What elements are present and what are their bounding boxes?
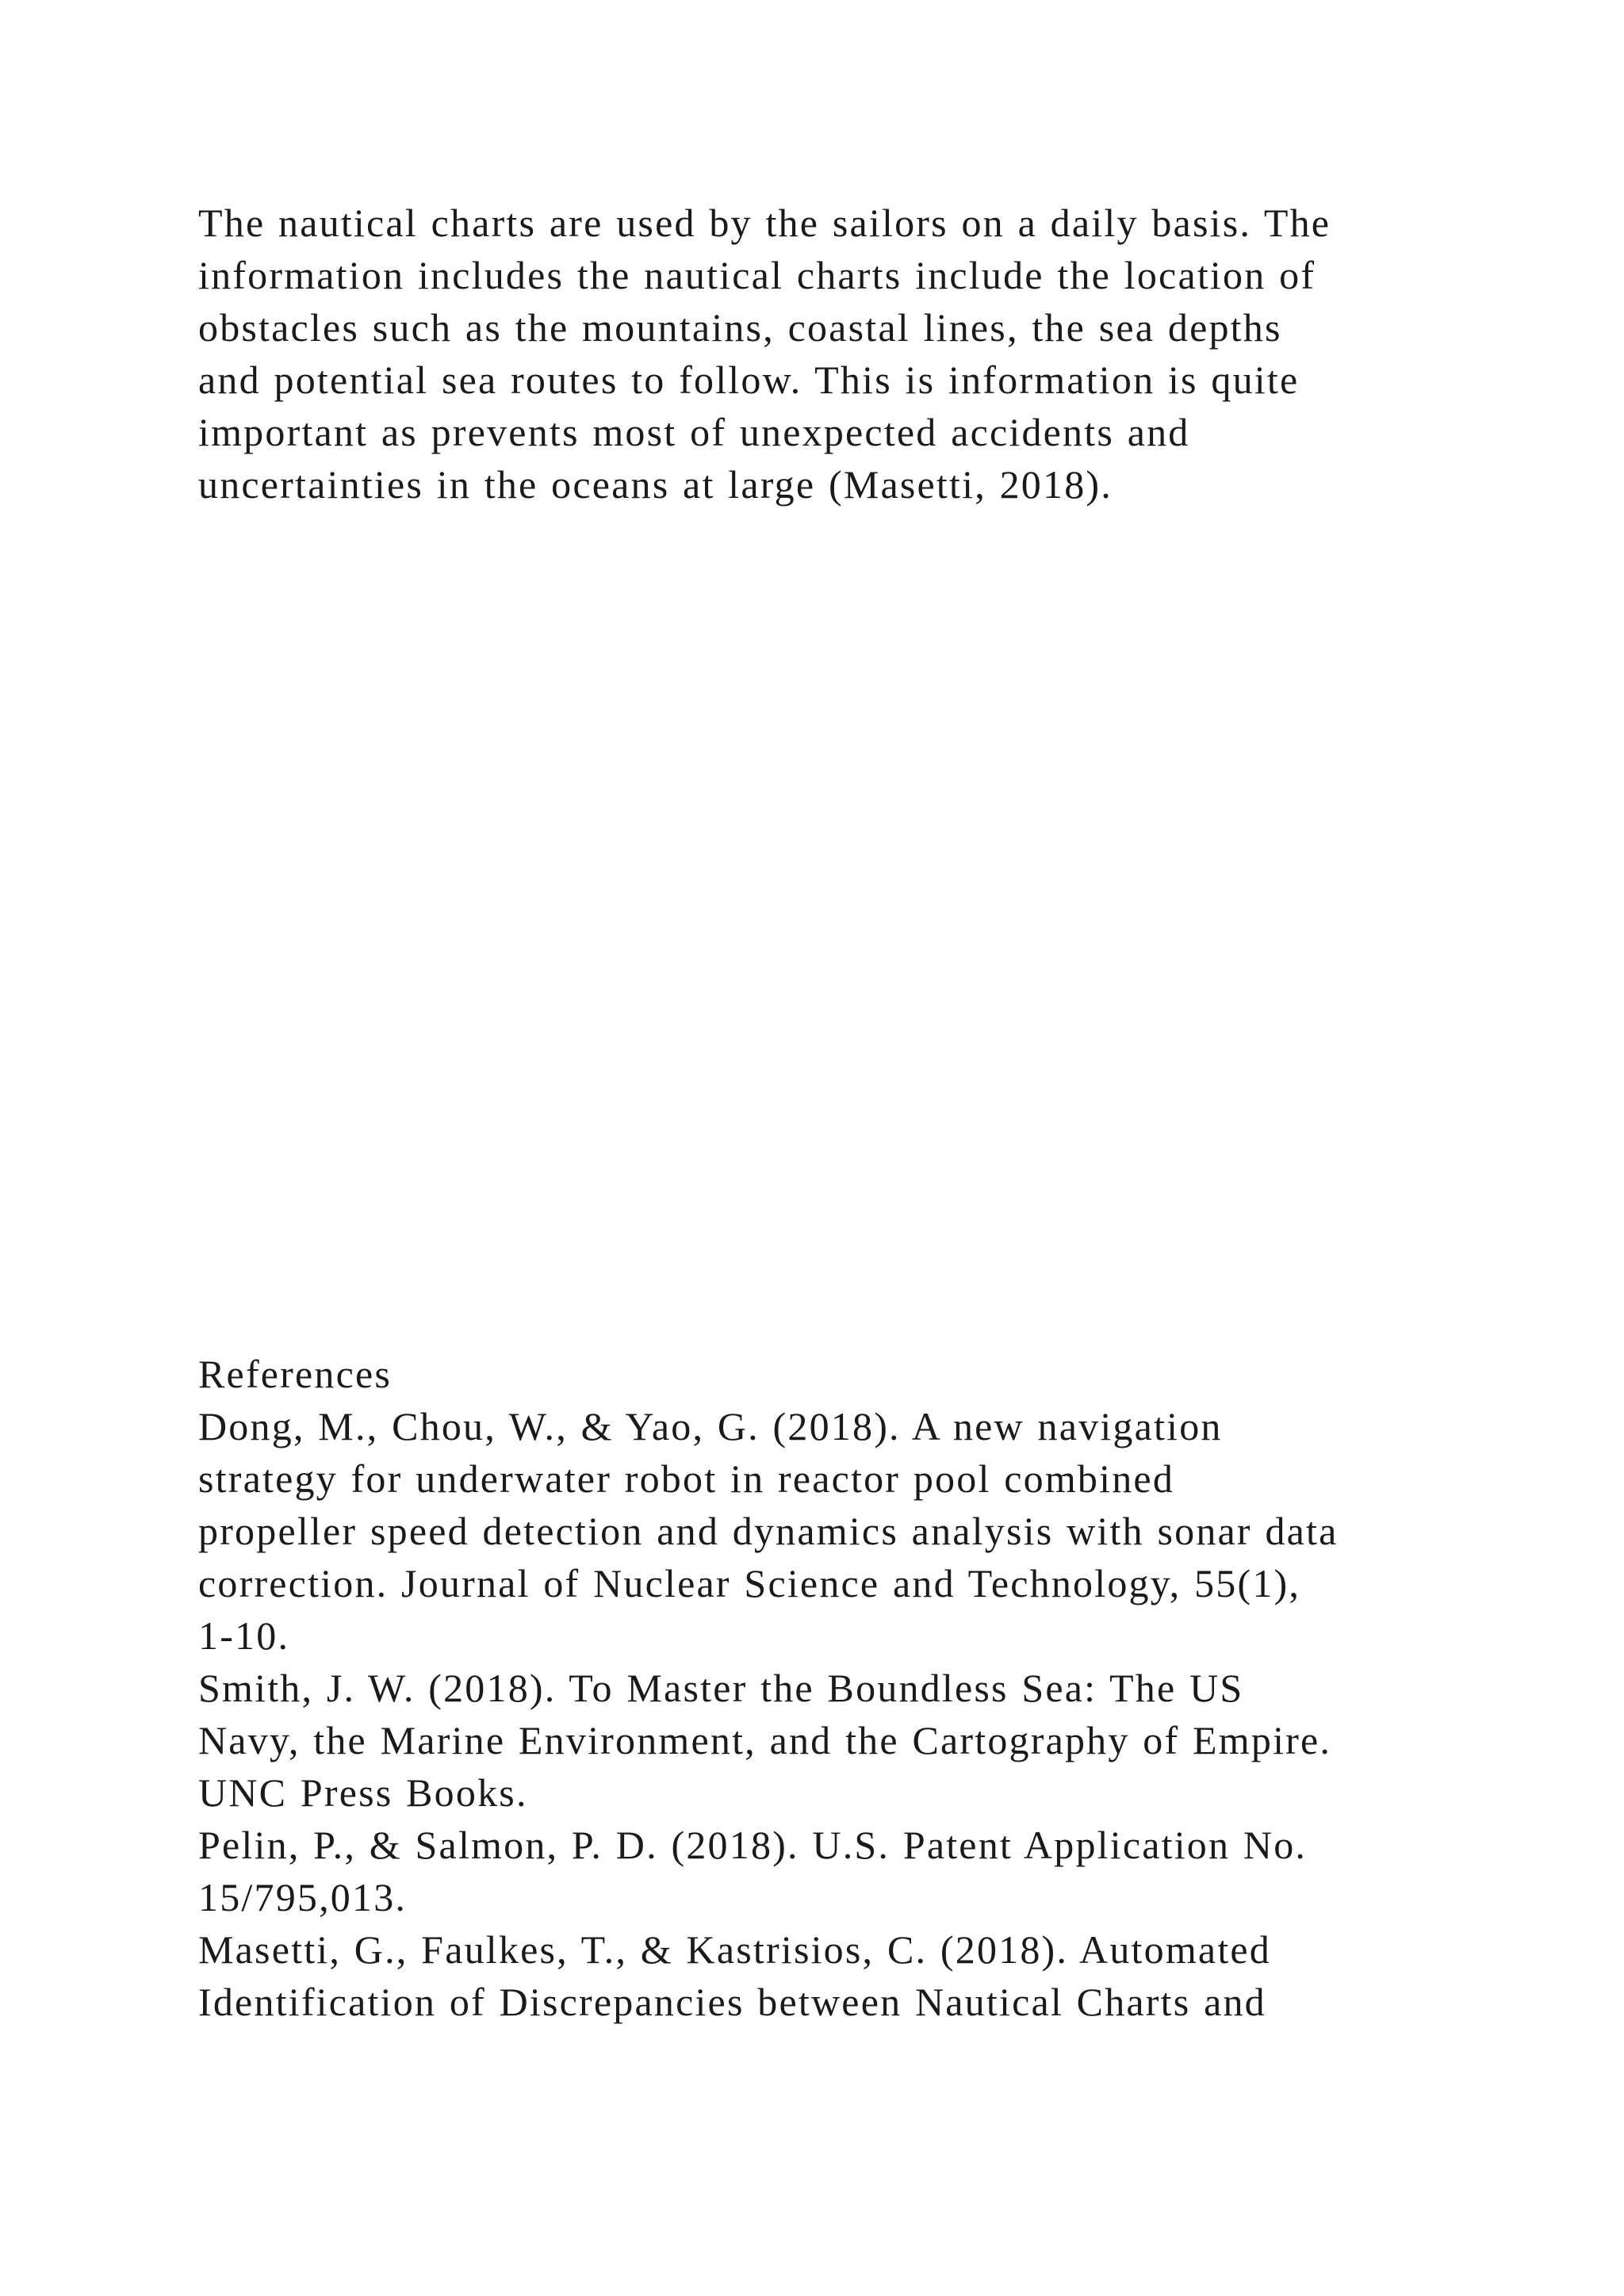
references-section xyxy=(198,1348,1507,2028)
reference-line: Masetti, G., Faulkes, T., & Kastrisios, C. (2018). Automated xyxy=(198,1927,1272,1972)
reference-line: Navy, the Marine Environment, and the Cartography of Empire. xyxy=(198,1718,1332,1762)
paragraph-line: and potential sea routes to follow. This is information is quite xyxy=(198,358,1300,402)
reference-line: correction. Journal of Nuclear Science and Technology, 55(1), xyxy=(198,1561,1301,1605)
paragraph-line: obstacles such as the mountains, coastal lines, the sea depths xyxy=(198,305,1282,350)
paragraph-line: information includes the nautical charts include the location of xyxy=(198,253,1316,297)
reference-line: propeller speed detection and dynamics analysis with sonar data xyxy=(198,1509,1339,1553)
reference-line: 1-10. xyxy=(198,1613,290,1658)
paragraph-line: important as prevents most of unexpected accidents and xyxy=(198,410,1190,454)
paragraph-line: uncertainties in the oceans at large (Masetti, 2018). xyxy=(198,462,1113,507)
reference-line: Smith, J. W. (2018). To Master the Boundless Sea: The US xyxy=(198,1666,1244,1710)
reference-line: Identification of Discrepancies between Nautical Charts and xyxy=(198,1980,1266,2024)
body-paragraph xyxy=(198,197,1507,511)
paragraph-line: The nautical charts are used by the sailors on a daily basis. The xyxy=(198,201,1331,245)
reference-line: UNC Press Books. xyxy=(198,1770,528,1815)
reference-line: strategy for underwater robot in reactor pool combined xyxy=(198,1456,1175,1501)
reference-line: Pelin, P., & Salmon, P. D. (2018). U.S. Patent Application No. xyxy=(198,1823,1308,1867)
reference-line: 15/795,013. xyxy=(198,1875,408,1919)
references-heading: References xyxy=(198,1352,393,1396)
reference-line: Dong, M., Chou, W., & Yao, G. (2018). A new navigation xyxy=(198,1404,1223,1448)
